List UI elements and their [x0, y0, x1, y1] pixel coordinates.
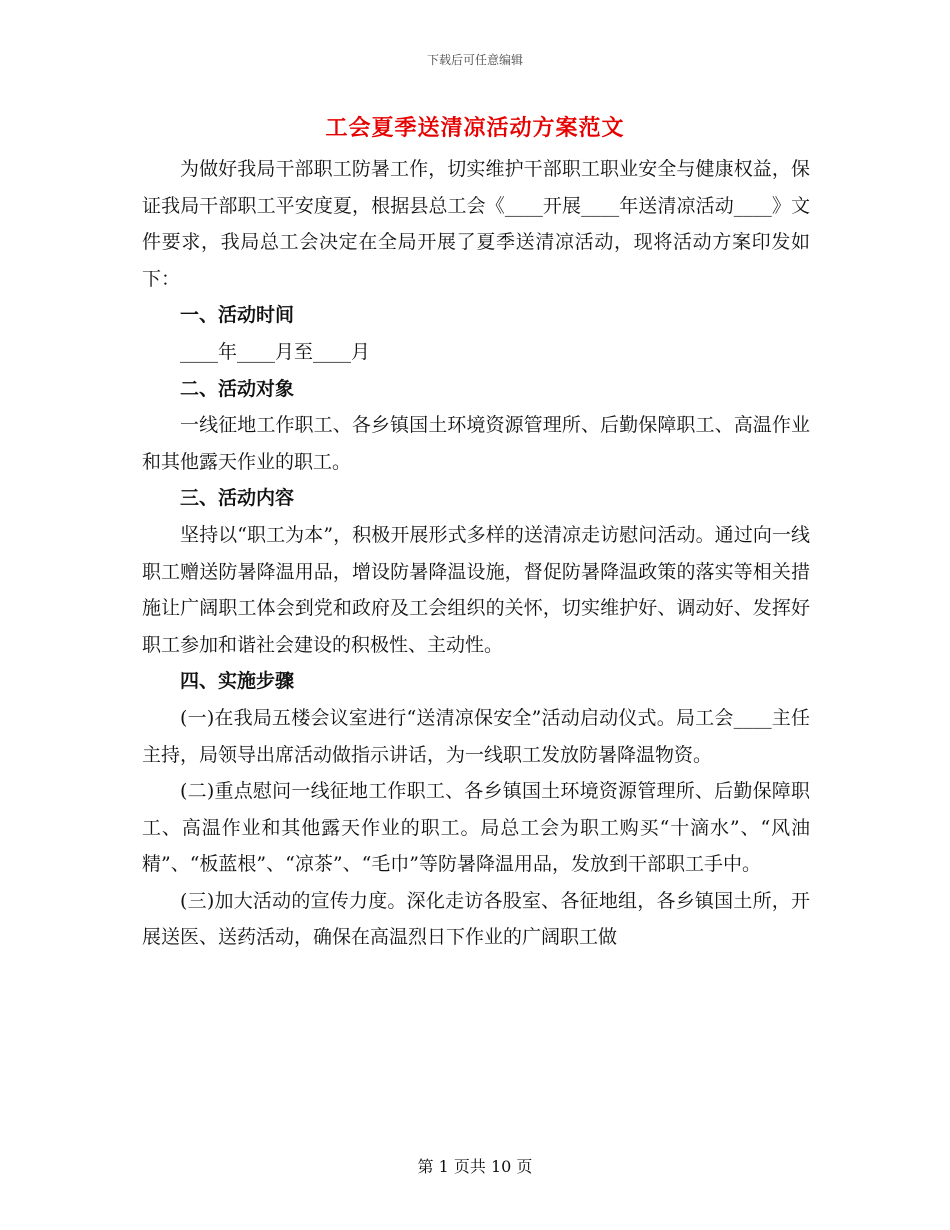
section-heading-target: 二、活动对象 [180, 377, 295, 400]
section-heading-time: 一、活动时间 [180, 304, 295, 327]
section-heading-content: 三、活动内容 [180, 487, 295, 510]
document-body [142, 151, 810, 956]
page-footer: 第 1 页共 10 页 [417, 1157, 533, 1176]
target-paragraph: 一线征地工作职工、各乡镇国土环境资源管理所、后勤保障职工、高温作业和其他露天作业的职工。 [142, 414, 810, 473]
header-note: 下载后可任意编辑 [426, 53, 523, 67]
step-paragraph-1: (一)在我局五楼会议室进行“送清凉保安全”活动启动仪式。局工会____主任主持，局领导出席活动做指示讲话，为一线职工发放防暑降温物资。 [142, 706, 810, 766]
section-heading-steps: 四、实施步骤 [180, 670, 295, 693]
intro-paragraph: 为做好我局干部职工防暑工作，切实维护干部职工职业安全与健康权益，保证我局干部职工平安度夏，根据县总工会《____开展____年送清凉活动____》文件要求，我局总工会决定在全局开展了夏季送清凉活动，现将活动方案印发如下： [142, 158, 810, 290]
content-paragraph: 坚持以“职工为本”，积极开展形式多样的送清凉走访慰问活动。通过向一线职工赠送防暑降温用品，增设防暑降温设施，督促防暑降温政策的落实等相关措施让广阔职工体会到党和政府及工会组织的关怀，切实维护好、调动好、发挥好职工参加和谐社会建设的积极性、主动性。 [142, 523, 810, 656]
step-paragraph-3: (三)加大活动的宣传力度。深化走访各股室、各征地组，各乡镇国土所，开展送医、送药活动，确保在高温烈日下作业的广阔职工做 [142, 889, 810, 949]
document-title: 工会夏季送清凉活动方案范文 [325, 115, 625, 141]
time-paragraph: ____年____月至____月 [180, 340, 371, 363]
step-paragraph-2: (二)重点慰问一线征地工作职工、各乡镇国土环境资源管理所、后勤保障职工、高温作业和其他露天作业的职工。局总工会为职工购买“十滴水”、“风油精”、“板蓝根”、“凉茶”、“毛巾”等防暑降温用品，发放到干部职工手中。 [142, 780, 810, 876]
